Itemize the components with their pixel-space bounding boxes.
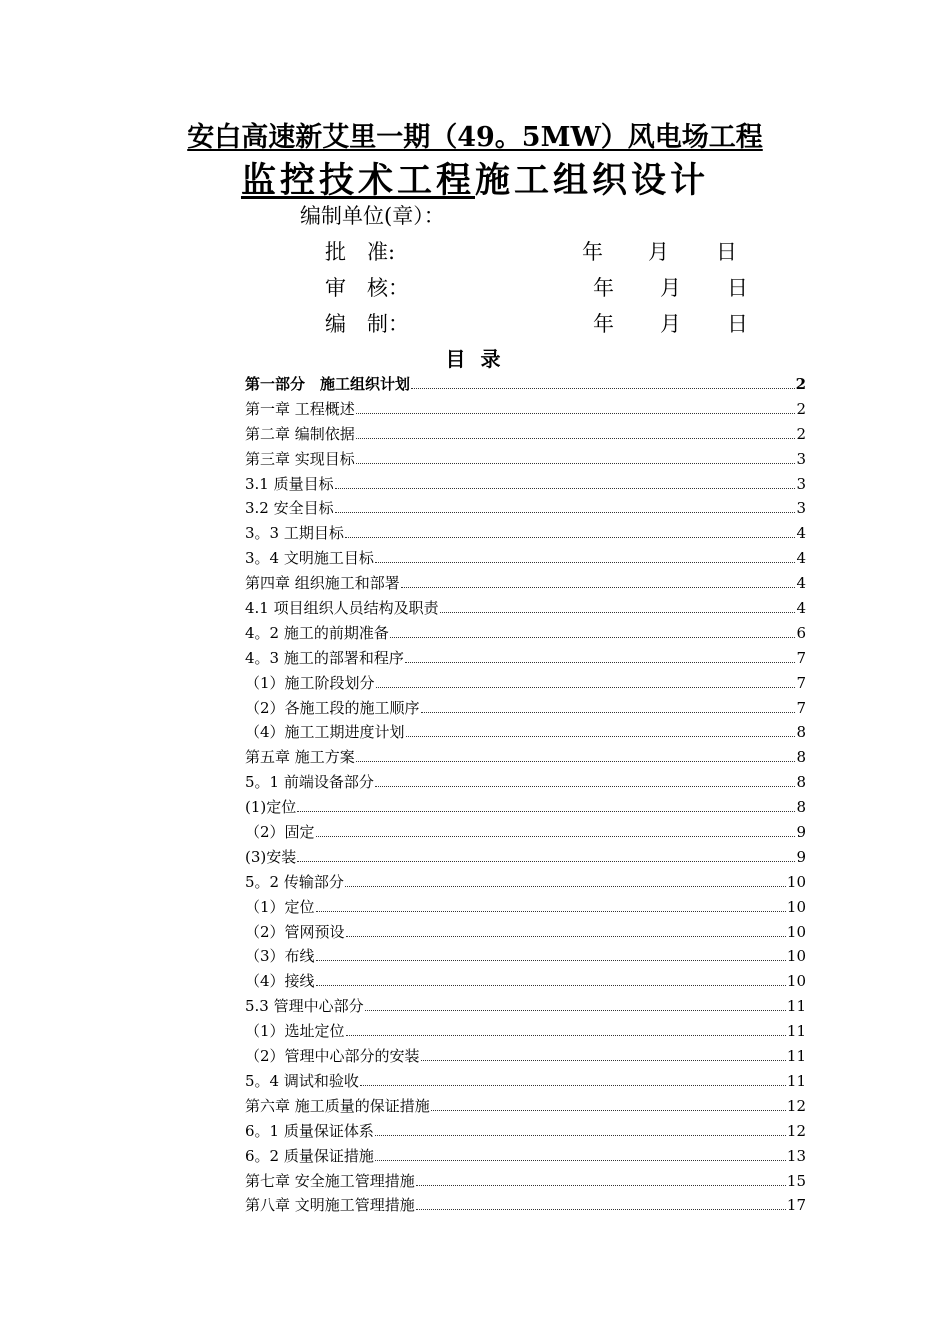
toc-entry-title: （1）选址定位 xyxy=(245,1022,345,1041)
toc-entry-title: 3.1 质量目标 xyxy=(245,474,334,493)
toc-leader-dots xyxy=(375,1143,786,1161)
toc-entry[interactable] xyxy=(245,620,806,645)
toc-entry-title: 4.1 项目组织人员结构及职责 xyxy=(245,599,439,618)
toc-leader-dots xyxy=(356,446,796,464)
toc-entry[interactable] xyxy=(245,968,806,993)
toc-entry-page: 10 xyxy=(786,897,806,916)
toc-entry-page: 17 xyxy=(786,1196,806,1215)
toc-entry-page: 6 xyxy=(796,623,806,642)
toc-leader-dots xyxy=(316,894,786,912)
toc-entry-page: 10 xyxy=(786,922,806,941)
toc-entry[interactable] xyxy=(245,844,806,869)
toc-entry-title: （2）各施工段的施工顺序 xyxy=(245,698,420,717)
toc-leader-dots xyxy=(406,719,796,737)
toc-leader-dots xyxy=(346,1018,786,1036)
toc-entry[interactable] xyxy=(245,545,806,570)
toc-leader-dots xyxy=(335,471,796,489)
toc-entry-title: (3)安装 xyxy=(245,847,297,866)
compile-label: 编 制： xyxy=(325,312,409,336)
toc-entry-page: 10 xyxy=(786,947,806,966)
document-title-line2 xyxy=(0,158,950,204)
toc-leader-dots xyxy=(421,1043,786,1061)
compiling-unit-label: 编制单位(章）： xyxy=(300,204,445,228)
toc-title: 目 录 xyxy=(445,347,505,371)
toc-leader-dots xyxy=(316,968,786,986)
toc-leader-dots xyxy=(335,495,796,513)
toc-leader-dots xyxy=(297,794,795,812)
compile-day: 日 xyxy=(727,312,748,336)
toc-entry[interactable] xyxy=(245,869,806,894)
toc-entry[interactable] xyxy=(245,421,806,446)
toc-entry[interactable] xyxy=(245,396,806,421)
toc-leader-dots xyxy=(356,744,796,762)
toc-entry[interactable] xyxy=(245,595,806,620)
toc-entry[interactable] xyxy=(245,1068,806,1093)
toc-leader-dots xyxy=(431,1093,786,1111)
toc-entry[interactable] xyxy=(245,1143,806,1168)
toc-entry-page: 2 xyxy=(796,399,806,418)
toc-entry-title: （1）定位 xyxy=(245,897,315,916)
toc-leader-dots xyxy=(405,645,796,663)
toc-entry-title: （2）管网预设 xyxy=(245,922,345,941)
toc-leader-dots xyxy=(345,520,796,538)
toc-leader-dots xyxy=(376,670,796,688)
review-month: 月 xyxy=(660,276,681,300)
toc-entry[interactable] xyxy=(245,446,806,471)
toc-leader-dots xyxy=(345,869,786,887)
toc-entry-page: 12 xyxy=(786,1121,806,1140)
toc-entry-title: （3）布线 xyxy=(245,947,315,966)
toc-entry-page: 11 xyxy=(786,1071,806,1090)
toc-leader-dots xyxy=(365,993,786,1011)
toc-entry-page: 4 xyxy=(796,574,806,593)
toc-leader-dots xyxy=(375,769,796,787)
toc-entry-title: 5.3 管理中心部分 xyxy=(245,997,364,1016)
toc-entry-title: （1）施工阶段划分 xyxy=(245,673,375,692)
toc-entry-page: 11 xyxy=(786,1022,806,1041)
toc-entry[interactable] xyxy=(245,1168,806,1193)
toc-entry-title: 5。4 调试和验收 xyxy=(245,1071,359,1090)
toc-entry-page: 15 xyxy=(786,1171,806,1190)
toc-leader-dots xyxy=(375,545,796,563)
approve-day: 日 xyxy=(716,240,737,264)
toc-entry-page: 3 xyxy=(796,449,806,468)
toc-entry-title: 第七章 安全施工管理措施 xyxy=(245,1171,415,1190)
toc-entry-page: 8 xyxy=(796,748,806,767)
toc-entry-page: 4 xyxy=(796,599,806,618)
toc-leader-dots xyxy=(390,620,796,638)
toc-entry[interactable] xyxy=(245,919,806,944)
toc-entry-page: 10 xyxy=(786,972,806,991)
toc-entry[interactable] xyxy=(245,695,806,720)
toc-entry[interactable] xyxy=(245,794,806,819)
review-label: 审 核： xyxy=(325,276,409,300)
toc-leader-dots xyxy=(401,570,796,588)
toc-entry[interactable] xyxy=(245,943,806,968)
toc-entry[interactable] xyxy=(245,371,806,396)
table-of-contents xyxy=(245,371,806,1217)
toc-entry[interactable] xyxy=(245,719,806,744)
toc-leader-dots xyxy=(316,943,786,961)
toc-leader-dots xyxy=(356,396,796,414)
approve-month: 月 xyxy=(648,240,669,264)
approve-label: 批 准: xyxy=(325,240,396,264)
toc-entry-title: （4）施工工期进度计划 xyxy=(245,723,405,742)
toc-leader-dots xyxy=(411,371,795,389)
toc-entry[interactable] xyxy=(245,1192,806,1217)
toc-entry[interactable] xyxy=(245,744,806,769)
toc-entry[interactable] xyxy=(245,570,806,595)
toc-entry-page: 7 xyxy=(796,648,806,667)
toc-entry-title: 第二章 编制依据 xyxy=(245,424,355,443)
toc-entry-title: 第三章 实现目标 xyxy=(245,449,355,468)
toc-entry-page: 9 xyxy=(796,823,806,842)
toc-entry[interactable] xyxy=(245,1093,806,1118)
toc-entry-page: 7 xyxy=(796,673,806,692)
toc-entry-page: 9 xyxy=(796,847,806,866)
toc-leader-dots xyxy=(316,819,796,837)
toc-entry-page: 8 xyxy=(796,773,806,792)
toc-entry-page: 8 xyxy=(796,723,806,742)
review-day: 日 xyxy=(727,276,748,300)
toc-entry-title: 3。4 文明施工目标 xyxy=(245,549,374,568)
toc-entry[interactable] xyxy=(245,1043,806,1068)
approve-year: 年 xyxy=(582,240,603,264)
toc-leader-dots xyxy=(356,421,796,439)
document-title-line1: 安白高速新艾里一期（49。5MW）风电场工程 xyxy=(187,122,763,153)
toc-entry-title: 第八章 文明施工管理措施 xyxy=(245,1196,415,1215)
toc-entry-title: 4。2 施工的前期准备 xyxy=(245,623,389,642)
toc-entry-title: 5。2 传输部分 xyxy=(245,872,344,891)
toc-entry[interactable] xyxy=(245,1018,806,1043)
toc-entry-title: 第五章 施工方案 xyxy=(245,748,355,767)
toc-entry-page: 7 xyxy=(796,698,806,717)
toc-entry-page: 10 xyxy=(786,872,806,891)
toc-leader-dots xyxy=(360,1068,786,1086)
toc-leader-dots xyxy=(297,844,795,862)
toc-entry-title: (1)定位 xyxy=(245,798,297,817)
toc-entry-page: 4 xyxy=(796,549,806,568)
toc-entry[interactable] xyxy=(245,819,806,844)
toc-leader-dots xyxy=(421,695,796,713)
toc-entry-page: 8 xyxy=(796,798,806,817)
compile-month: 月 xyxy=(660,312,681,336)
review-year: 年 xyxy=(593,276,614,300)
toc-entry[interactable] xyxy=(245,495,806,520)
toc-entry-title: 6。2 质量保证措施 xyxy=(245,1146,374,1165)
toc-entry-page: 11 xyxy=(786,997,806,1016)
toc-entry-title: 6。1 质量保证体系 xyxy=(245,1121,374,1140)
toc-entry[interactable] xyxy=(245,993,806,1018)
toc-entry-page: 11 xyxy=(786,1047,806,1066)
compile-year: 年 xyxy=(593,312,614,336)
toc-entry[interactable] xyxy=(245,471,806,496)
toc-entry-title: 第一章 工程概述 xyxy=(245,399,355,418)
toc-entry-title: 5。1 前端设备部分 xyxy=(245,773,374,792)
toc-entry-page: 3 xyxy=(796,474,806,493)
toc-entry[interactable] xyxy=(245,1118,806,1143)
title-rest-part: 施工组织设计 xyxy=(475,160,710,201)
toc-entry[interactable] xyxy=(245,670,806,695)
toc-entry-title: 3。3 工期目标 xyxy=(245,524,344,543)
toc-entry-title: （2）固定 xyxy=(245,823,315,842)
toc-entry-page: 4 xyxy=(796,524,806,543)
toc-entry[interactable] xyxy=(245,769,806,794)
toc-entry-title: 3.2 安全目标 xyxy=(245,499,334,518)
toc-entry-title: 第一部分 施工组织计划 xyxy=(245,375,411,393)
toc-entry-page: 2 xyxy=(795,375,806,393)
toc-entry-title: 第四章 组织施工和部署 xyxy=(245,574,400,593)
toc-leader-dots xyxy=(346,919,786,937)
toc-entry-page: 3 xyxy=(796,499,806,518)
toc-entry-title: （4）接线 xyxy=(245,972,315,991)
toc-entry-page: 13 xyxy=(786,1146,806,1165)
toc-entry[interactable] xyxy=(245,645,806,670)
toc-leader-dots xyxy=(416,1192,786,1210)
toc-leader-dots xyxy=(375,1118,786,1136)
title-underlined-part: 监控技术工程 xyxy=(240,160,475,201)
toc-entry-page: 12 xyxy=(786,1096,806,1115)
toc-leader-dots xyxy=(440,595,796,613)
toc-entry-title: （2）管理中心部分的安装 xyxy=(245,1047,420,1066)
toc-leader-dots xyxy=(416,1168,786,1186)
toc-entry[interactable] xyxy=(245,894,806,919)
toc-entry[interactable] xyxy=(245,520,806,545)
toc-entry-title: 4。3 施工的部署和程序 xyxy=(245,648,404,667)
toc-entry-title: 第六章 施工质量的保证措施 xyxy=(245,1096,430,1115)
toc-entry-page: 2 xyxy=(796,424,806,443)
